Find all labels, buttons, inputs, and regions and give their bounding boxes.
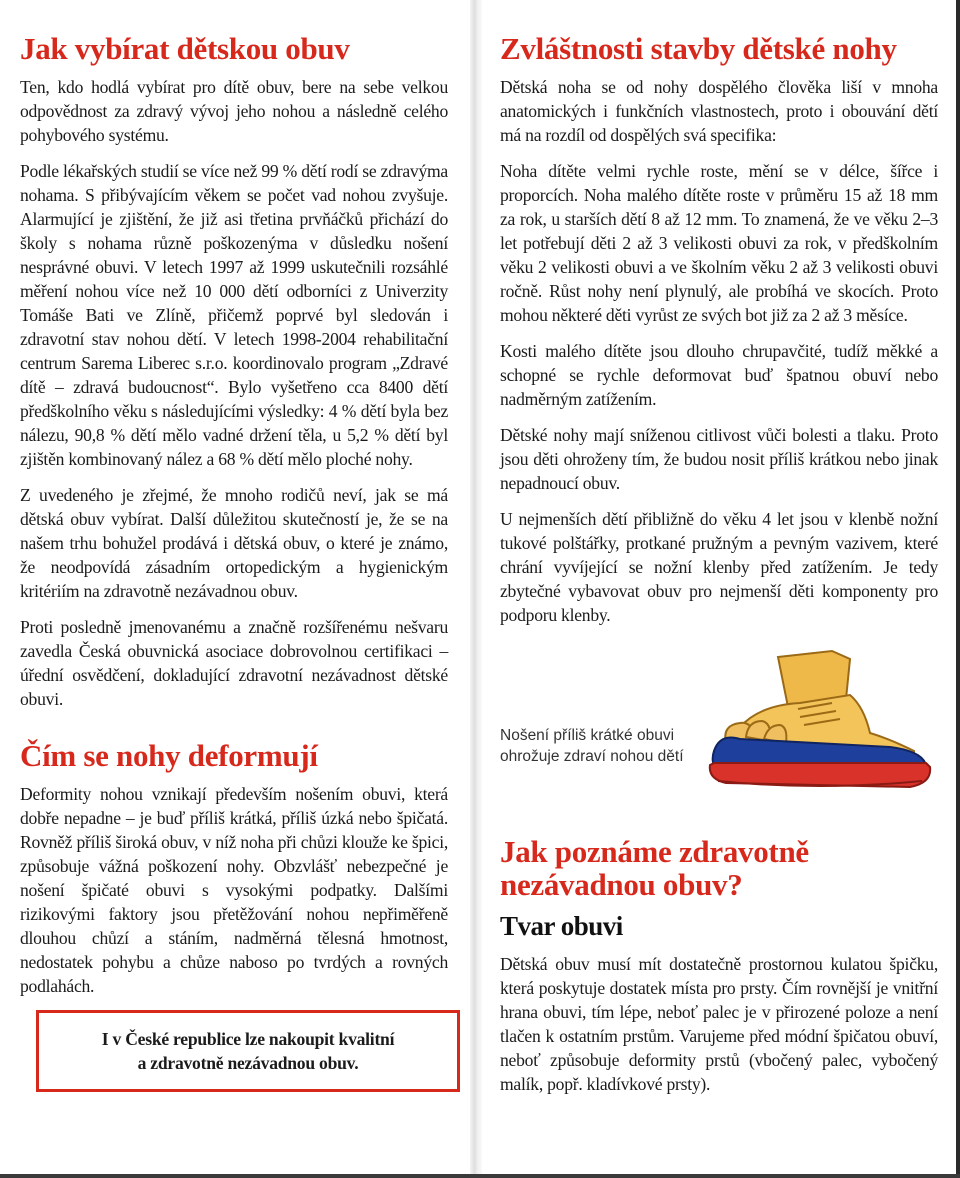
subheading-shoe-shape: Tvar obuvi <box>500 911 623 941</box>
paragraph-arch: U nejmenších dětí přibližně do věku 4 let jsou v klenbě nožní tukové polštářky, protkané pružným a pevným vazivem, které chrání vyvíjející se nožní klenby před zatížením. Je tedy zbytečné vybavovat obuv pro nejmenší děti komponenty pro podporu klenby. <box>500 509 938 625</box>
paragraph-studies: Podle lékařských studií se více než 99 % dětí rodí se zdravýma nohama. S přibývajícím věkem se počet vad nohou zvyšuje. Alarmující je zjištění, že již asi třetina prvňáčků přichází do školy s nohama různě poškozenýma v důsledku nošení nesprávné obuvi. V letech 1997 až 1999 uskutečnili rozsáhlé měření nohou více než 10 000 dětí odborníci z Univerzity Tomáše Bati ve Zlíně, přičemž poprvé byl sledován i zdravotní stav nohou dětí. V letech 1998-2004 rehabilitační centrum Sarema Liberec s.r.o. koordinovalo program „Zdravé dítě – zdravá budoucnost“. Bylo vyšetřeno cca 8400 dětí předškolního věku s následujícími výsledky: 4 % dětí byla bez nálezu, 90,8 % dětí mělo vadné držení těla, u 5,2 % dětí byl zjištěn kombinovaný nález a 68 % dětí mělo ploché nohy. <box>20 161 448 469</box>
paragraph-bones: Kosti malého dítěte jsou dlouho chrupavčité, tudíž měkké a schopné se rychle deformovat buď špatnou obuví nebo nadměrným zatížením. <box>500 341 938 409</box>
paragraph-differences: Dětská noha se od nohy dospělého člověka liší v mnoha anatomických i funkčních vlastnostech, proto i obouvání dětí má na rozdíl od dospělých svá specifika: <box>500 77 938 145</box>
section-heading-child-foot: Zvláštnosti stavby dětské nohy <box>500 31 897 66</box>
paragraph-shoe-shape: Dětská obuv musí mít dostatečně prostornou kulatou špičku, která poskytuje dostatek místa pro prsty. Čím rovnější je vnitřní hrana obuvi, tím lépe, neboť palec je v přirozené poloze a není tlačen k ostatním prstům. Varujeme před módní špičatou obuví, neboť způsobuje deformity prstů (vbočený palec, vybočený malík, popř. kladívkové prsty). <box>500 954 938 1094</box>
page-fold <box>470 0 482 1178</box>
section-heading-choosing-shoes: Jak vybírat dětskou obuv <box>20 31 350 66</box>
highlight-line-2: a zdravotně nezávadnou obuv. <box>137 1053 359 1073</box>
paragraph-parents: Z uvedeného je zřejmé, že mnoho rodičů neví, jak se má dětská obuv vybírat. Další důležitou skutečností je, že se na našem trhu bohužel prodává i dětská obuv, o které je známo, že neodpovídá zásadním ortopedickým a hygienickým kritériím na zdravotně nezávadnou obuv. <box>20 485 448 601</box>
shoe-with-foot-icon <box>700 647 940 797</box>
section-heading-healthy-shoes: Jak poznáme zdravotně nezávadnou obuv? <box>500 834 809 902</box>
right-column <box>482 0 960 1178</box>
paragraph-deformities: Deformity nohou vznikají především nošením obuvi, která dobře nepadne – je buď příliš krátká, příliš úzká nebo špičatá. Rovněž příliš široká obuv, v níž noha při chůzi klouže ke špici, způsobuje vážná poškození nohy. Obzvlášť nebezpečné je nošení špičaté obuvi s vysokými podpatky. Dalšími rizikovými faktory jsou přetěžování nohou nepřiměřeně dlouhou chůzí a stáním, nadměrná tělesná hmotnost, nedostatek pohybu a chůze naboso po tvrdých a rovných podlahách. <box>20 784 448 996</box>
paragraph-intro: Ten, kdo hodlá vybírat pro dítě obuv, bere na sebe velkou odpovědnost za zdravý vývoj jeho nohou a následně celého pohybového systému. <box>20 77 448 145</box>
paragraph-certification: Proti posledně jmenovanému a značně rozšířenému nešvaru zavedla Česká obuvnická asociace dobrovolnou certifikaci – úřední osvědčení, dokladující zdravotní nezávadnost dětské obuvi. <box>20 617 448 709</box>
section-heading-deformation: Čím se nohy deformují <box>20 738 318 773</box>
highlight-box <box>36 1010 460 1092</box>
left-column <box>0 0 470 1178</box>
shoe-figure-caption: Nošení příliš krátké obuvi ohrožuje zdraví nohou dětí <box>500 727 684 765</box>
paragraph-growth: Noha dítěte velmi rychle roste, mění se v délce, šířce i proporcích. Noha malého dítěte roste v průměru 15 až 18 mm za rok, u starších dětí 8 až 12 mm. To znamená, že ve věku 2–3 let potřebují děti 2 až 3 velikosti obuvi za rok, v předškolním věku 2 velikosti obuvi a ve školním věku 2 až 3 velikosti obuvi ročně. Růst nohy není plynulý, ale probíhá ve skocích. Proto mohou některé děti vyrůst ze svých bot již za 2 až 3 měsíce. <box>500 161 938 325</box>
shoe-figure <box>500 647 938 815</box>
highlight-line-1: I v České republice lze nakoupit kvalitní <box>101 1029 395 1049</box>
paragraph-sensitivity: Dětské nohy mají sníženou citlivost vůči bolesti a tlaku. Proto jsou děti ohroženy tím, že budou nosit příliš krátkou nebo jinak nepadnoucí obuv. <box>500 425 938 493</box>
